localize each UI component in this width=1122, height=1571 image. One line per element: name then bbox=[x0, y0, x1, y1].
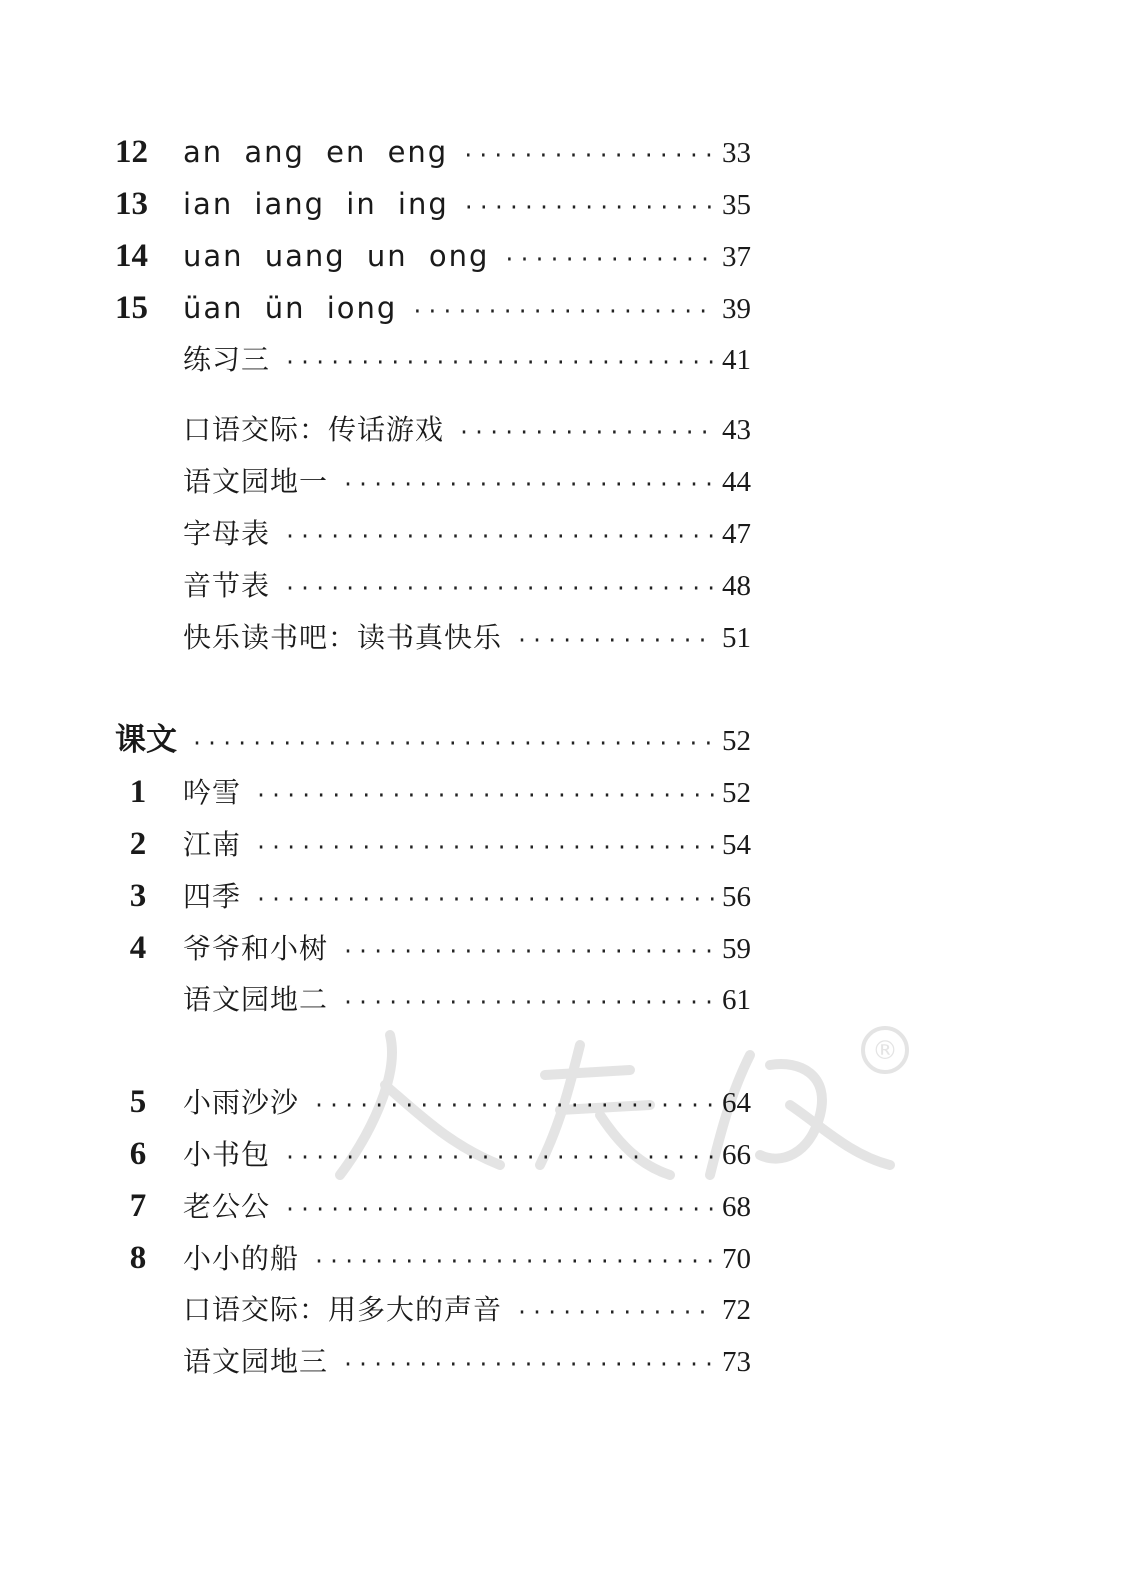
lesson-title: 吟雪 bbox=[183, 776, 242, 809]
lesson-number: 3 bbox=[129, 878, 147, 914]
dot-leader bbox=[342, 925, 716, 977]
page-number: 72 bbox=[722, 1294, 751, 1326]
dot-leader bbox=[516, 1286, 716, 1338]
toc-entry-practice-3[interactable] bbox=[115, 334, 751, 386]
lesson-title: 小雨沙沙 bbox=[183, 1086, 300, 1119]
lesson-title: 口语交际：传话游戏 bbox=[183, 413, 445, 446]
toc-entry-13[interactable] bbox=[115, 178, 751, 230]
registered-mark: ® bbox=[872, 1036, 898, 1066]
page-number: 59 bbox=[722, 933, 751, 965]
dot-leader bbox=[342, 1338, 716, 1390]
page-number: 52 bbox=[722, 725, 751, 757]
toc-entry-4[interactable] bbox=[115, 922, 751, 974]
dot-leader bbox=[284, 336, 716, 388]
lesson-number: 2 bbox=[129, 826, 147, 862]
dot-leader bbox=[255, 769, 716, 821]
lesson-title: 快乐读书吧：读书真快乐 bbox=[183, 621, 503, 654]
lesson-title: üan ün iong bbox=[183, 291, 398, 325]
lesson-number: 12 bbox=[115, 134, 148, 170]
lesson-title: 字母表 bbox=[183, 517, 271, 550]
lesson-number: 6 bbox=[129, 1136, 147, 1172]
lesson-number: 5 bbox=[129, 1084, 147, 1120]
lesson-number: 1 bbox=[129, 774, 147, 810]
toc-entry-14[interactable] bbox=[115, 230, 751, 282]
page-number: 47 bbox=[722, 518, 751, 550]
page-number: 43 bbox=[722, 414, 751, 446]
toc-entry-3[interactable] bbox=[115, 870, 751, 922]
lesson-title: uan uang un ong bbox=[183, 239, 490, 273]
toc-entry-7[interactable] bbox=[115, 1180, 751, 1232]
dot-leader bbox=[255, 873, 716, 925]
page-number: 48 bbox=[722, 570, 751, 602]
lesson-title: 小书包 bbox=[183, 1138, 271, 1171]
dot-leader bbox=[255, 821, 716, 873]
lesson-number: 4 bbox=[129, 930, 147, 966]
dot-leader bbox=[342, 976, 716, 1028]
lesson-title: ian iang in ing bbox=[183, 187, 449, 221]
toc-entry-oral-2[interactable] bbox=[115, 1284, 751, 1336]
lesson-title: 小小的船 bbox=[183, 1242, 300, 1275]
toc-entry-alphabet[interactable] bbox=[115, 508, 751, 560]
toc-entry-reading[interactable] bbox=[115, 612, 751, 664]
toc-entry-6[interactable] bbox=[115, 1128, 751, 1180]
page-number: 73 bbox=[722, 1346, 751, 1378]
dot-leader bbox=[284, 510, 716, 562]
lesson-title: 老公公 bbox=[183, 1190, 271, 1223]
page-number: 56 bbox=[722, 881, 751, 913]
dot-leader bbox=[284, 1131, 716, 1183]
page-number: 68 bbox=[722, 1191, 751, 1223]
page-number: 64 bbox=[722, 1087, 751, 1119]
page-number: 41 bbox=[722, 344, 751, 376]
page-number: 39 bbox=[722, 293, 751, 325]
dot-leader bbox=[313, 1079, 716, 1131]
lesson-number: 13 bbox=[115, 186, 148, 222]
page-number: 52 bbox=[722, 777, 751, 809]
lesson-title: 口语交际：用多大的声音 bbox=[183, 1293, 503, 1326]
toc-entry-garden-2[interactable] bbox=[115, 974, 751, 1026]
page-number: 51 bbox=[722, 622, 751, 654]
toc-section-texts[interactable] bbox=[115, 714, 751, 766]
page-number: 35 bbox=[722, 189, 751, 221]
dot-leader bbox=[191, 717, 716, 769]
page-number: 54 bbox=[722, 829, 751, 861]
dot-leader bbox=[411, 285, 716, 337]
page-number: 37 bbox=[722, 241, 751, 273]
toc-entry-1[interactable] bbox=[115, 766, 751, 818]
lesson-title: 语文园地一 bbox=[183, 465, 329, 498]
page-number: 70 bbox=[722, 1243, 751, 1275]
dot-leader bbox=[503, 233, 716, 285]
page-number: 33 bbox=[722, 137, 751, 169]
toc-entry-oral-1[interactable] bbox=[115, 404, 751, 456]
toc-entry-2[interactable] bbox=[115, 818, 751, 870]
dot-leader bbox=[462, 129, 716, 181]
dot-leader bbox=[313, 1235, 716, 1287]
lesson-number: 7 bbox=[129, 1188, 147, 1224]
lesson-number: 15 bbox=[115, 290, 148, 326]
lesson-title: 江南 bbox=[183, 828, 242, 861]
lesson-title: 练习三 bbox=[183, 343, 271, 376]
lesson-number: 14 bbox=[115, 238, 148, 274]
dot-leader bbox=[516, 614, 716, 666]
lesson-title: 语文园地二 bbox=[183, 983, 329, 1016]
dot-leader bbox=[458, 406, 716, 458]
lesson-title: 语文园地三 bbox=[183, 1345, 329, 1378]
dot-leader bbox=[463, 181, 716, 233]
toc-entry-syllables[interactable] bbox=[115, 560, 751, 612]
lesson-title: an ang en eng bbox=[183, 135, 449, 169]
dot-leader bbox=[284, 562, 716, 614]
toc-entry-8[interactable] bbox=[115, 1232, 751, 1284]
lesson-title: 爷爷和小树 bbox=[183, 932, 329, 965]
lesson-number: 8 bbox=[129, 1240, 147, 1276]
toc-entry-garden-1[interactable] bbox=[115, 456, 751, 508]
toc-entry-5[interactable] bbox=[115, 1076, 751, 1128]
lesson-title: 音节表 bbox=[183, 569, 271, 602]
section-title: 课文 bbox=[115, 722, 177, 758]
page-number: 61 bbox=[722, 984, 751, 1016]
toc-entry-garden-3[interactable] bbox=[115, 1336, 751, 1388]
page-number: 44 bbox=[722, 466, 751, 498]
lesson-title: 四季 bbox=[183, 880, 242, 913]
toc-entry-12[interactable] bbox=[115, 126, 751, 178]
dot-leader bbox=[342, 458, 716, 510]
dot-leader bbox=[284, 1183, 716, 1235]
page-number: 66 bbox=[722, 1139, 751, 1171]
toc-entry-15[interactable] bbox=[115, 282, 751, 334]
